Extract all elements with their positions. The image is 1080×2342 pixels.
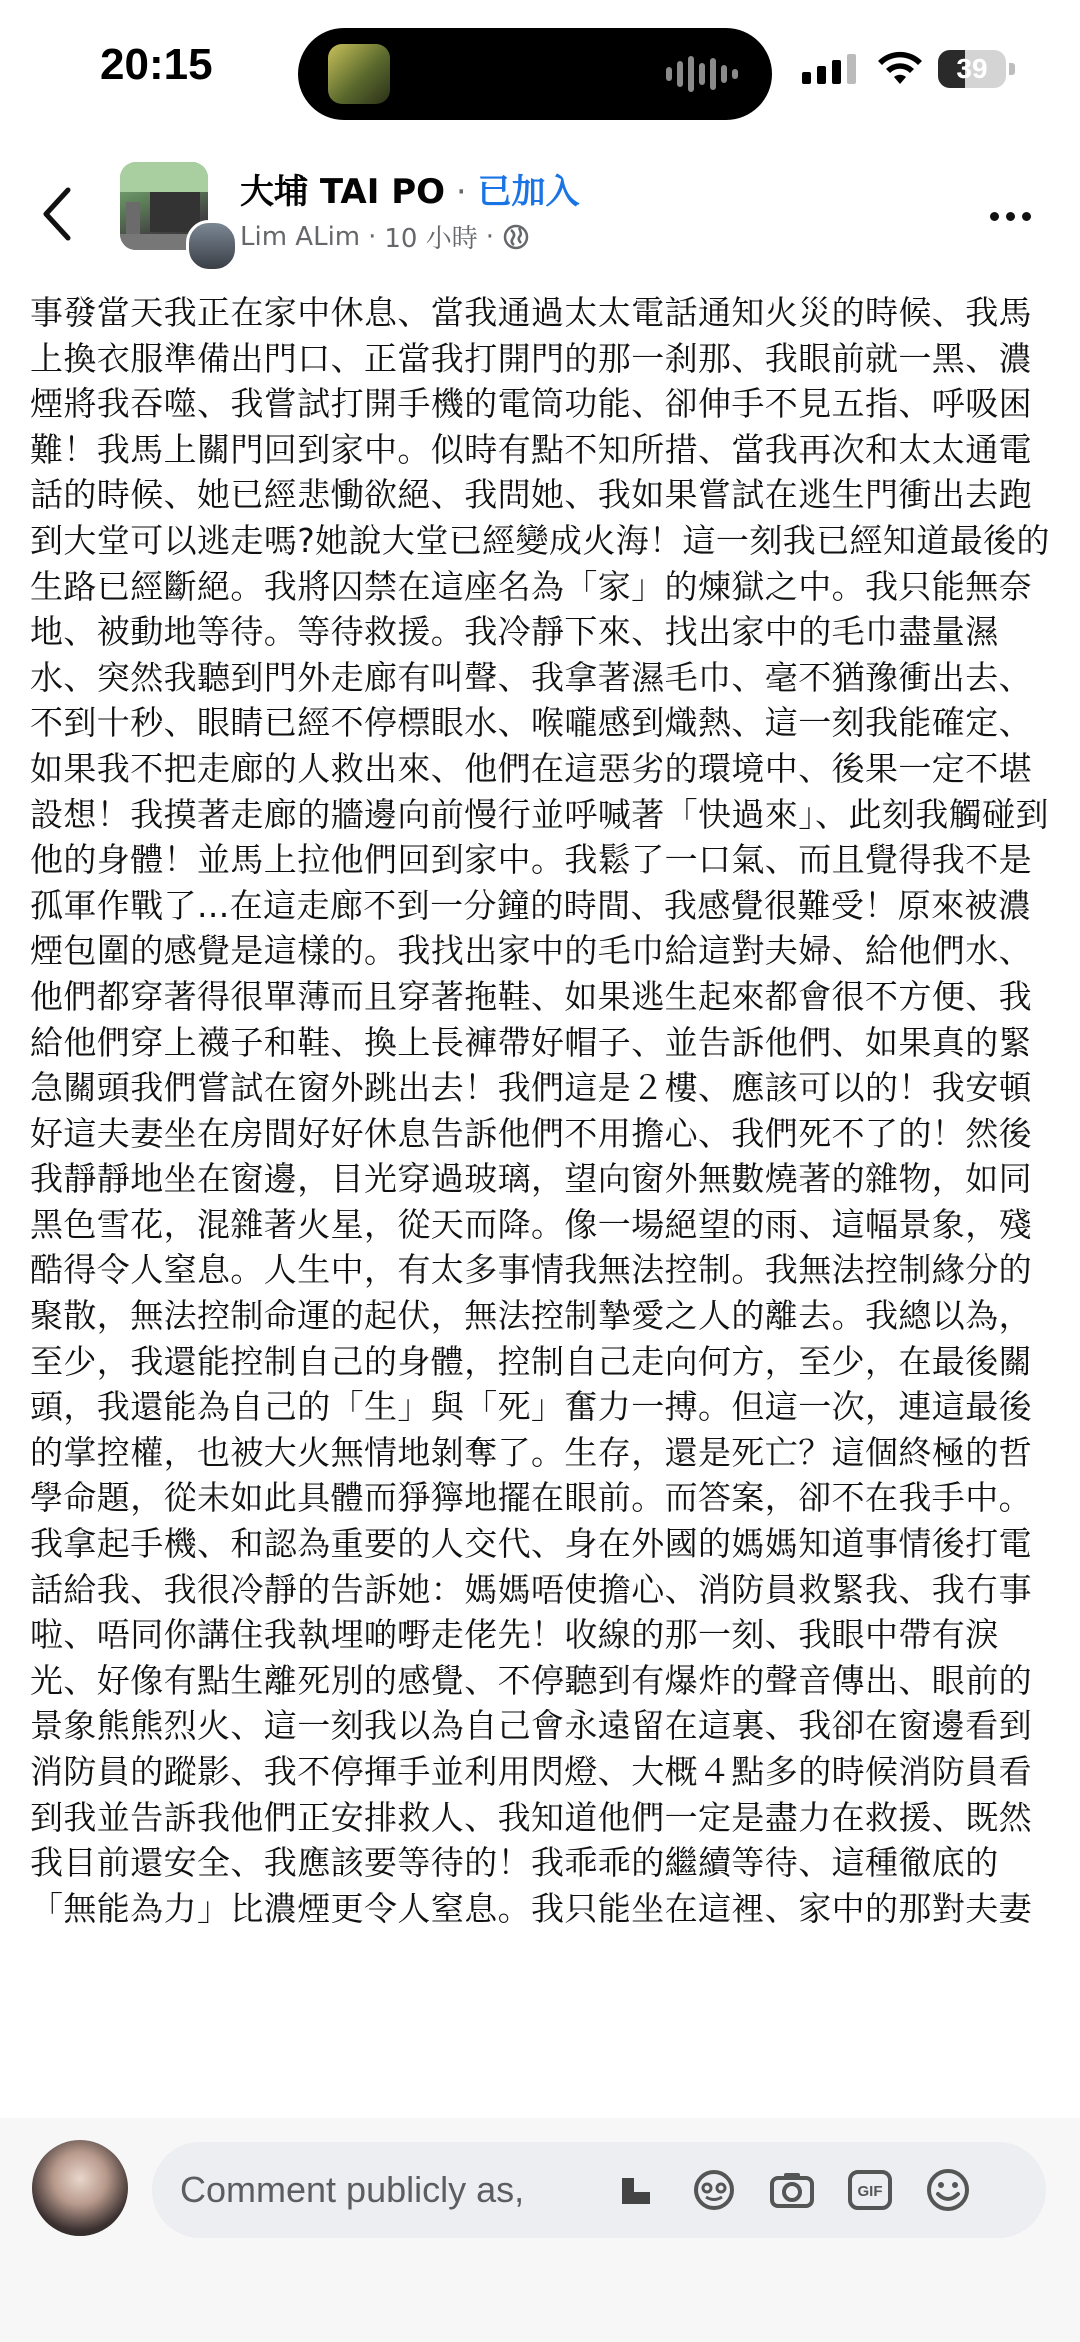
post-time[interactable]: 10 小時 [384,224,478,254]
back-icon[interactable] [38,184,78,244]
group-name[interactable]: 大埔 TAI PO [240,172,446,212]
more-options-icon[interactable] [990,212,1031,221]
group-title-line [240,164,579,213]
battery-icon [938,50,1018,88]
separator-dot: · [485,221,495,252]
svg-text:GIF: GIF [857,2183,883,2200]
audio-waveform-icon [666,54,738,94]
comment-bar [0,2118,1080,2342]
author-avatar[interactable] [186,220,238,272]
separator-dot: · [455,172,467,212]
post-meta [240,218,530,255]
emoji-icon[interactable] [922,2164,974,2216]
camera-icon[interactable] [766,2164,818,2216]
current-user-avatar [32,2140,128,2236]
post-header [0,150,1080,260]
wifi-icon [876,48,924,88]
status-time: 20:15 [100,40,213,89]
dynamic-island[interactable] [298,28,772,120]
comment-placeholder: Comment publicly as, [180,2169,525,2210]
now-playing-thumbnail [328,44,390,104]
gif-icon[interactable] [844,2164,896,2216]
joined-status[interactable]: 已加入 [477,172,580,212]
comment-input[interactable] [152,2142,1046,2238]
post-text: 事發當天我正在家中休息、當我通過太太電話通知火災的時候、我馬上換衣服準備出門口、正當我打開門的那一刹那、我眼前就一黑、濃煙將我吞噬、我嘗試打開手機的電筒功能、卻伸手不見五指、呼吸困難！我馬上關門回到家中。似時有點不知所措、當我再次和太太通電話的時候、她已經悲慟欲絕、我問她、我如果嘗試在逃生門衝出去跑到大堂可以逃走嗎?她說大堂已經變成火海！這一刻我已經知道最後的生路已經斷絕。我將囚禁在這座名為「家」的煉獄之中。我只能無奈地、被動地等待。等待救援。我冷靜下來、找出家中的毛巾盡量濕水、突然我聽到門外走廊有叫聲、我拿著濕毛巾、毫不猶豫衝出去、不到十秒、眼睛已經不停標眼水、喉嚨感到熾熱、這一刻我能確定、如果我不把走廊的人救出來、他們在這惡劣的環境中、後果一定不堪設想！我摸著走廊的牆邊向前慢行並呼喊著「快過來」、此刻我觸碰到他的身體！並馬上拉他們回到家中。我鬆了一口氣、而且覺得我不是孤軍作戰了...在這走廊不到一分鐘的時間、我感覺很難受！原來被濃煙包圍的感覺是這樣的。我找出家中的毛巾給這對夫婦、給他們水、他們都穿著得很單薄而且穿著拖鞋、如果逃生起來都會很不方便、我給他們穿上襪子和鞋、換上長褲帶好帽子、並告訴他們、如果真的緊急關頭我們嘗試在窗外跳出去！我們這是２樓、應該可以的！我安頓好這夫妻坐在房間好好休息告訴他們不用擔心、我們死不了的！然後我靜靜地坐在窗邊，目光穿過玻璃，望向窗外無數燒著的雜物，如同黑色雪花，混雜著火星，從天而降。像一場絕望的雨、這幅景象，殘酷得令人窒息。人生中，有太多事情我無法控制。我無法控制緣分的聚散，無法控制命運的起伏，無法控制摯愛之人的離去。我總以為，至少，我還能控制自己的身體，控制自己走向何方，至少，在最後關頭，我還能為自己的「生」與「死」奮力一搏。但這一次，連這最後的掌控權，也被大火無情地剝奪了。生存，還是死亡？這個終極的哲學命題，從未如此具體而猙獰地擺在眼前。而答案，卻不在我手中。 我拿起手機、和認為重要的人交代、身在外國的媽媽知道事情後打電話給我、我很冷靜的告訴她：媽媽唔使擔心、消防員救緊我、我冇事啦、唔同你講住我執埋啲嘢走佬先！收線的那一刻、我眼中帶有淚光、好像有點生離死別的感覺、不停聽到有爆炸的聲音傳出、眼前的景象熊熊烈火、這一刻我以為自己會永遠留在這裏、我卻在窗邊看到消防員的蹤影、我不停揮手並利用閃燈、大概４點多的時候消防員看到我並告訴我他們正安排救人、我知道他們一定是盡力在救援、既然我目前還安全、我應該要等待的！我乖乖的繼續等待、這種徹底的「無能為力」比濃煙更令人窒息。我只能坐在這裡、家中的那對夫妻 [30,293,1050,1928]
globe-icon [502,223,530,251]
cellular-signal-icon [802,54,856,84]
author-name[interactable]: Lim ALim [240,221,361,252]
battery-level: 39 [956,53,988,84]
separator-dot: · [368,221,377,252]
avatar-sticker-icon[interactable] [688,2164,740,2216]
sticker-icon[interactable] [610,2164,662,2216]
status-bar [0,0,1080,150]
